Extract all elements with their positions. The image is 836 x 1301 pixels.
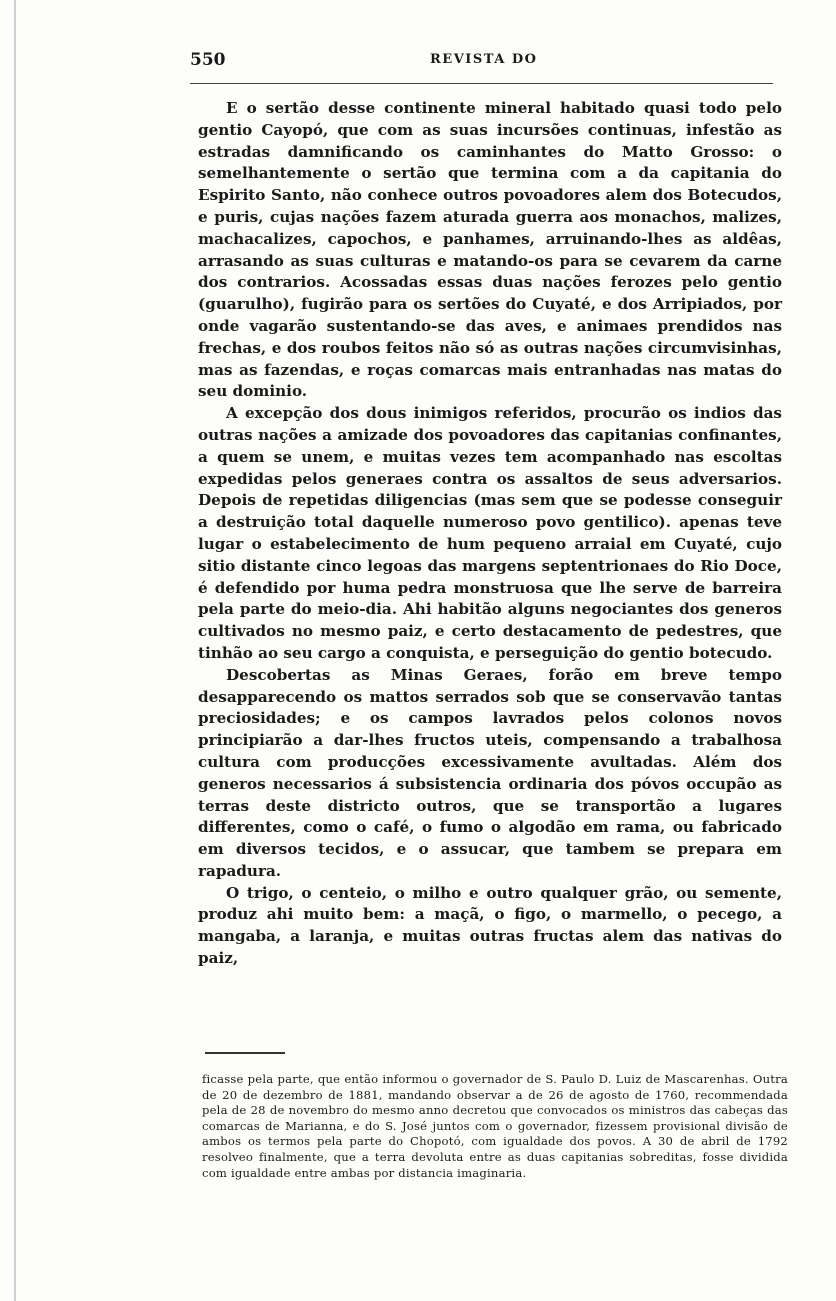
body-text bbox=[198, 98, 782, 970]
page-edge-line bbox=[14, 0, 16, 1301]
footnote bbox=[202, 1072, 788, 1181]
paragraph: O trigo, o centeio, o milho e outro qualquer grão, ou semente, produz ahi muito bem: a maçã, o figo, o marmello, o pecego, a mangaba, a laranja, e muitas outras fructas alem das nativas do paiz, bbox=[198, 883, 782, 968]
running-head: REVISTA DO bbox=[430, 52, 538, 67]
paragraph: A excepção dos dous inimigos referidos, procurão os indios das outras nações a amizade dos povoadores das capitanias confinantes, a quem se unem, e muitas vezes tem acompanhado nas escoltas expedidas pelos generaes contra os assaltos de seus adversarios. Depois de repetidas diligencias (mas sem que se podesse conseguir a destruição total daquelle numeroso povo gentilico). apenas teve lugar o estabelecimento de hum pequeno arraial em Cuyaté, cujo sitio distante cinco legoas das margens septentrionaes do Rio Doce, é defendido por huma pedra monstruosa que lhe serve de barreira pela parte do meio-dia. Ahi habitão alguns negociantes dos generos cultivados no mesmo paiz, e certo destacamento de pedestres, que tinhão ao seu cargo a conquista, e perseguição do gentio botecudo. bbox=[198, 404, 782, 662]
header-rule bbox=[190, 83, 773, 84]
footnote-text: ficasse pela parte, que então informou o governador de S. Paulo D. Luiz de Mascarenhas. Outra de 20 de dezembro de 1881, mandando observar a de 26 de agosto de 1760, recommendada pela de 28 de novembro do mesmo anno decretou que convocados os ministros das cabeças das comarcas de Marianna, e do S. José juntos com o governador, fizessem provisional divisão de ambos os termos pela parte do Chopotó, com igualdade dos povos. A 30 de abril de 1792 resolveo finalmente, que a terra devoluta entre as duas capitanias sobreditas, fosse dividida com igualdade entre ambas por distancia imaginaria. bbox=[202, 1072, 788, 1180]
paragraph: E o sertão desse continente mineral habitado quasi todo pelo gentio Cayopó, que com as suas incursões continuas, infestão as estradas damnificando os caminhantes do Matto Grosso: o semelhantemente o sertão que termina com a da capitania do Espirito Santo, não conhece outros povoadores alem dos Botecudos, e puris, cujas nações fazem aturada guerra aos monachos, malizes, machacalizes, capochos, e panhames, arruinando-lhes as aldêas, arrasando as suas culturas e matando-os para se cevarem da carne dos contrarios. Acossadas essas duas nações ferozes pelo gentio (guarulho), fugirão para os sertões do Cuyaté, e dos Arripiados, por onde vagarão sustentando-se das aves, e animaes prendidos nas frechas, e dos roubos feitos não só as outras nações circumvisinhas, mas as fazendas, e roças comarcas mais entranhadas nas matas do seu dominio. bbox=[198, 99, 782, 401]
page-number: 550 bbox=[190, 50, 226, 70]
paragraph: Descobertas as Minas Geraes, forão em breve tempo desapparecendo os mattos serrados sob que se conservavão tantas preciosidades; e os campos lavrados pelos colonos novos principiarão a dar-lhes fructos uteis, compensando a trabalhosa cultura com producções excessivamente avultadas. Além dos generos necessarios á subsistencia ordinaria dos póvos occupão as terras deste districto outros, que se transportão a lugares differentes, como o café, o fumo o algodão em rama, ou fabricado em diversos tecidos, e o assucar, que tambem se prepara em rapadura. bbox=[198, 665, 782, 880]
footnote-rule bbox=[205, 1052, 285, 1054]
page-header bbox=[190, 50, 773, 80]
